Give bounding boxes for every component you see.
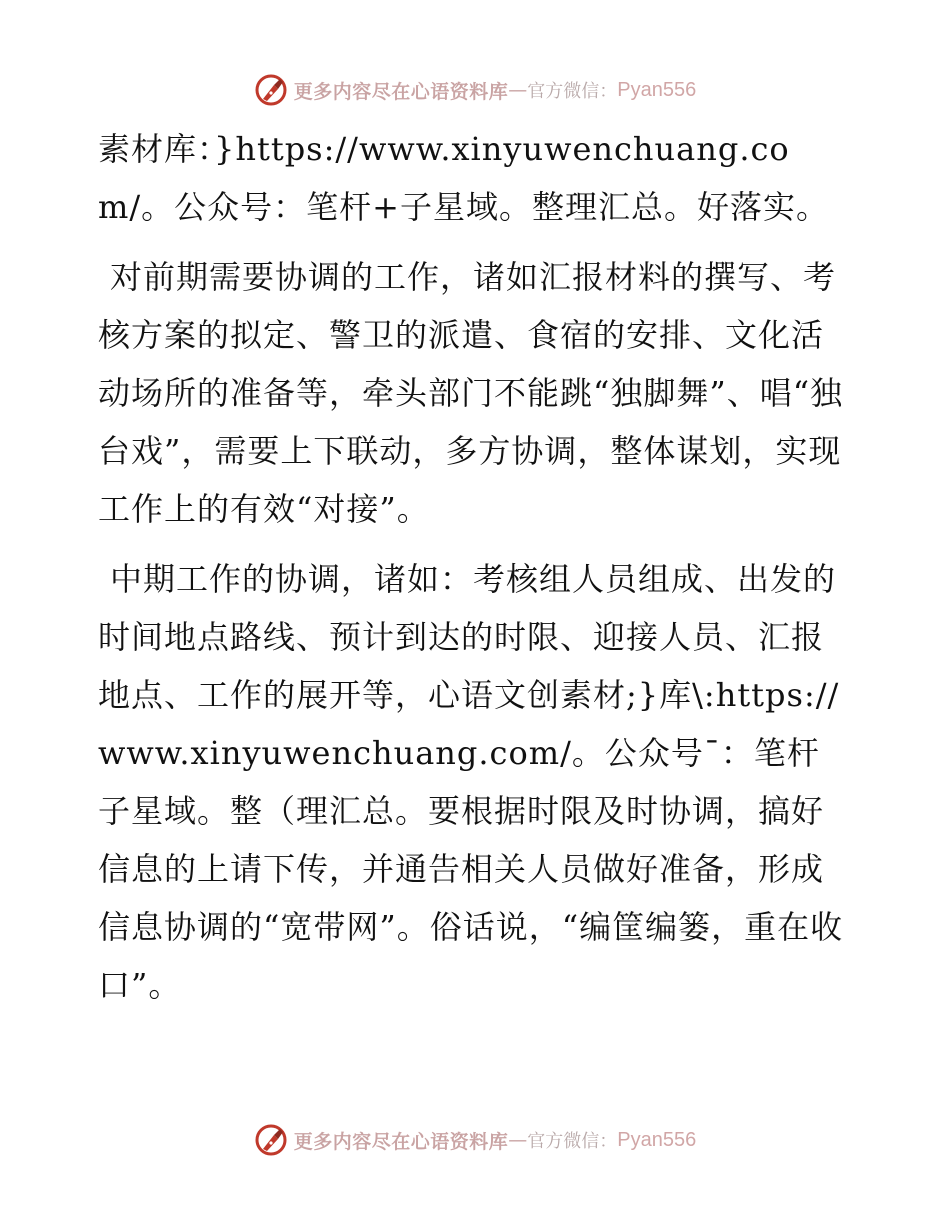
footer-watermark [0, 1120, 950, 1160]
banner-text: 更多内容尽在心语资料库 [293, 1130, 509, 1153]
pen-nib-circle-logo-icon [254, 1123, 288, 1157]
banner-separator: — [508, 79, 528, 101]
paragraph-2: 对前期需要协调的工作，诸如汇报材料的撰写、考核方案的拟定、警卫的派遣、食宿的安排、文化活动场所的准备等，牵头部门不能跳“独脚舞”、唱“独台戏”，需要上下联动，多方协调，整体谋划，实现工作上的有效“对接”。 [98, 258, 844, 528]
banner-wechat-label: 官方微信： [527, 1131, 618, 1152]
banner-wechat-id: Pyan556 [617, 1128, 697, 1151]
document-body [98, 120, 850, 1026]
banner-wechat-label: 官方微信： [527, 81, 618, 102]
header-watermark [0, 70, 950, 110]
banner-separator: — [508, 1129, 528, 1151]
paragraph-1: 素材库：}https://www.xinyuwenchuang.com/。公众号：笔杆+子星域。整理汇总。好落实。 [98, 130, 829, 226]
banner-text: 更多内容尽在心语资料库 [293, 80, 509, 103]
paragraph-3: 中期工作的协调，诸如：考核组人员组成、出发的时间地点路线、预计到达的时限、迎接人员、汇报地点、工作的展开等，心语文创素材;}库\:https://www.xinyuwenchuang.com/。公众号¯：笔杆子星域。整（理汇总。要根据时限及时协调，搞好信息的上请下传，并通告相关人员做好准备，形成信息协调的“宽带网”。俗话说，“编筐编篓，重在收口”。 [98, 560, 844, 1004]
banner-wechat-id: Pyan556 [617, 78, 697, 101]
pen-nib-circle-logo-icon [254, 73, 288, 107]
